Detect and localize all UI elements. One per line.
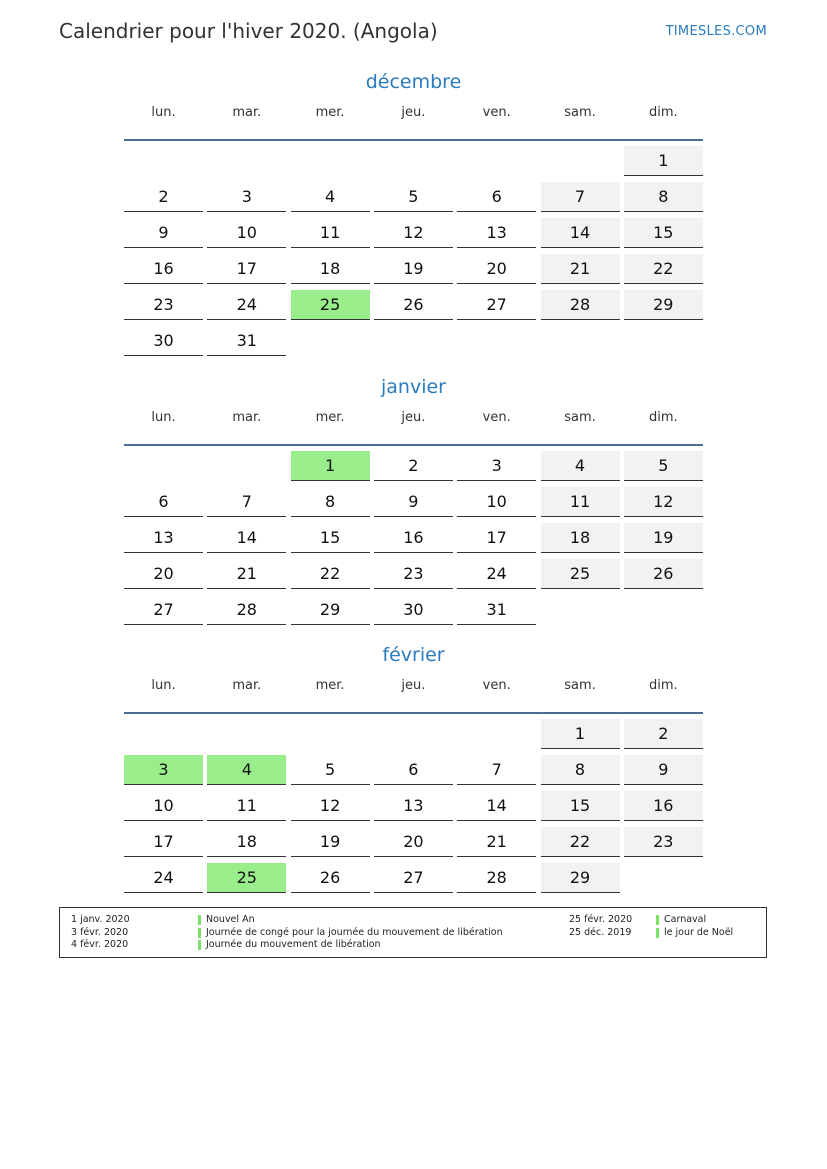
day-cell[interactable]: 14	[541, 218, 620, 248]
weekday-label: mar.	[232, 105, 262, 120]
holiday-legend	[59, 907, 767, 958]
day-cell[interactable]: 16	[624, 791, 703, 821]
legend-date: 25 déc. 2019	[569, 927, 632, 938]
day-cell[interactable]: 13	[374, 791, 453, 821]
day-cell[interactable]: 8	[624, 182, 703, 212]
day-cell[interactable]: 27	[374, 863, 453, 893]
legend-color-marker	[656, 928, 659, 938]
day-cell[interactable]: 11	[207, 791, 286, 821]
holiday-day-cell[interactable]: 25	[291, 290, 370, 320]
day-cell[interactable]: 23	[374, 559, 453, 589]
day-cell[interactable]: 15	[291, 523, 370, 553]
day-cell[interactable]: 30	[374, 595, 453, 625]
day-cell[interactable]: 23	[624, 827, 703, 857]
day-cell[interactable]: 29	[291, 595, 370, 625]
weekday-label: mer.	[315, 105, 345, 120]
legend-date: 1 janv. 2020	[71, 914, 130, 925]
weekday-label: sam.	[564, 105, 596, 120]
day-cell[interactable]: 12	[624, 487, 703, 517]
day-cell[interactable]: 23	[124, 290, 203, 320]
day-cell[interactable]: 9	[624, 755, 703, 785]
day-cell[interactable]: 30	[124, 326, 203, 356]
legend-color-marker	[656, 915, 659, 925]
day-cell[interactable]: 31	[207, 326, 286, 356]
day-cell[interactable]: 21	[457, 827, 536, 857]
day-cell[interactable]: 21	[207, 559, 286, 589]
day-cell[interactable]: 12	[291, 791, 370, 821]
day-cell[interactable]: 6	[374, 755, 453, 785]
legend-holiday-name: Carnaval	[664, 914, 707, 925]
day-cell[interactable]: 18	[207, 827, 286, 857]
day-cell[interactable]: 21	[541, 254, 620, 284]
day-cell[interactable]: 5	[624, 451, 703, 481]
day-cell[interactable]: 22	[541, 827, 620, 857]
weekday-label: dim.	[648, 105, 678, 120]
day-cell[interactable]: 7	[457, 755, 536, 785]
weekday-label: lun.	[151, 105, 176, 120]
weekday-header	[124, 95, 703, 141]
holiday-day-cell[interactable]: 4	[207, 755, 286, 785]
legend-holiday-name: Nouvel An	[206, 914, 255, 925]
weekday-label: jeu.	[401, 105, 426, 120]
day-cell[interactable]: 20	[457, 254, 536, 284]
day-cell[interactable]: 19	[374, 254, 453, 284]
day-cell[interactable]: 10	[124, 791, 203, 821]
day-cell[interactable]: 22	[291, 559, 370, 589]
weekday-label: dim.	[648, 410, 678, 425]
day-cell[interactable]: 18	[541, 523, 620, 553]
month-title: décembre	[365, 71, 462, 93]
day-cell[interactable]: 25	[541, 559, 620, 589]
day-cell[interactable]: 8	[291, 487, 370, 517]
day-cell[interactable]: 16	[124, 254, 203, 284]
day-cell[interactable]: 14	[207, 523, 286, 553]
day-cell[interactable]: 20	[124, 559, 203, 589]
day-cell[interactable]: 28	[457, 863, 536, 893]
day-cell[interactable]: 6	[124, 487, 203, 517]
month-block-january	[124, 374, 703, 619]
weekday-label: mar.	[232, 678, 262, 693]
day-cell[interactable]: 2	[624, 719, 703, 749]
day-cell[interactable]: 24	[207, 290, 286, 320]
legend-date: 4 févr. 2020	[71, 939, 129, 950]
day-cell[interactable]: 19	[291, 827, 370, 857]
weekday-label: jeu.	[401, 410, 426, 425]
day-cell[interactable]: 27	[457, 290, 536, 320]
day-cell[interactable]: 26	[291, 863, 370, 893]
brand-link[interactable]: TIMESLES.COM	[665, 24, 767, 39]
holiday-day-cell[interactable]: 1	[291, 451, 370, 481]
legend-date: 25 févr. 2020	[569, 914, 633, 925]
day-cell[interactable]: 2	[374, 451, 453, 481]
day-cell[interactable]: 10	[457, 487, 536, 517]
day-cell[interactable]: 19	[624, 523, 703, 553]
day-cell[interactable]: 14	[457, 791, 536, 821]
month-block-february	[124, 642, 703, 887]
day-cell[interactable]: 24	[457, 559, 536, 589]
weekday-label: mer.	[315, 410, 345, 425]
day-cell[interactable]: 4	[541, 451, 620, 481]
weekday-label: mar.	[232, 410, 262, 425]
day-cell[interactable]: 29	[541, 863, 620, 893]
day-cell[interactable]: 20	[374, 827, 453, 857]
legend-holiday-name: Journée du mouvement de libération	[206, 939, 381, 950]
day-cell[interactable]: 15	[624, 218, 703, 248]
day-cell[interactable]: 22	[624, 254, 703, 284]
weekday-header	[124, 400, 703, 446]
day-cell[interactable]: 9	[124, 218, 203, 248]
legend-color-marker	[198, 940, 201, 950]
day-cell[interactable]: 1	[624, 146, 703, 176]
day-cell[interactable]: 4	[291, 182, 370, 212]
weekday-label: ven.	[482, 410, 511, 425]
day-cell[interactable]: 13	[124, 523, 203, 553]
day-cell[interactable]: 7	[207, 487, 286, 517]
day-cell[interactable]: 8	[541, 755, 620, 785]
day-cell[interactable]: 6	[457, 182, 536, 212]
day-cell[interactable]: 15	[541, 791, 620, 821]
legend-date: 3 févr. 2020	[71, 927, 129, 938]
weekday-label: sam.	[564, 678, 596, 693]
day-cell[interactable]: 16	[374, 523, 453, 553]
weekday-label: mer.	[315, 678, 345, 693]
month-title: février	[382, 644, 445, 666]
weekday-label: ven.	[482, 678, 511, 693]
day-cell[interactable]: 17	[207, 254, 286, 284]
legend-holiday-name: le jour de Noël	[664, 927, 734, 938]
weekday-label: jeu.	[401, 678, 426, 693]
day-cell[interactable]: 26	[374, 290, 453, 320]
day-cell[interactable]: 17	[124, 827, 203, 857]
day-cell[interactable]: 11	[541, 487, 620, 517]
weekday-label: lun.	[151, 678, 176, 693]
day-cell[interactable]: 3	[457, 451, 536, 481]
day-cell[interactable]: 17	[457, 523, 536, 553]
day-cell[interactable]: 3	[207, 182, 286, 212]
day-cell[interactable]: 13	[457, 218, 536, 248]
weekday-label: sam.	[564, 410, 596, 425]
weekday-label: dim.	[648, 678, 678, 693]
day-cell[interactable]: 10	[207, 218, 286, 248]
day-cell[interactable]: 27	[124, 595, 203, 625]
day-cell[interactable]: 2	[124, 182, 203, 212]
legend-color-marker	[198, 915, 201, 925]
day-cell[interactable]: 26	[624, 559, 703, 589]
weekday-label: ven.	[482, 105, 511, 120]
weekday-label: lun.	[151, 410, 176, 425]
page-title: Calendrier pour l'hiver 2020. (Angola)	[59, 19, 438, 43]
day-cell[interactable]: 28	[207, 595, 286, 625]
legend-color-marker	[198, 928, 201, 938]
day-cell[interactable]: 7	[541, 182, 620, 212]
day-cell[interactable]: 9	[374, 487, 453, 517]
legend-holiday-name: Journée de congé pour la journée du mouvement de libération	[206, 927, 503, 938]
month-title: janvier	[381, 376, 446, 398]
day-cell[interactable]: 28	[541, 290, 620, 320]
month-block-december	[124, 69, 703, 350]
day-cell[interactable]: 5	[291, 755, 370, 785]
day-cell[interactable]: 11	[291, 218, 370, 248]
day-cell[interactable]: 29	[624, 290, 703, 320]
day-cell[interactable]: 18	[291, 254, 370, 284]
day-cell[interactable]: 5	[374, 182, 453, 212]
day-cell[interactable]: 24	[124, 863, 203, 893]
weekday-header	[124, 668, 703, 714]
holiday-day-cell[interactable]: 3	[124, 755, 203, 785]
day-cell[interactable]: 1	[541, 719, 620, 749]
holiday-day-cell[interactable]: 25	[207, 863, 286, 893]
day-cell[interactable]: 12	[374, 218, 453, 248]
day-cell[interactable]: 31	[457, 595, 536, 625]
